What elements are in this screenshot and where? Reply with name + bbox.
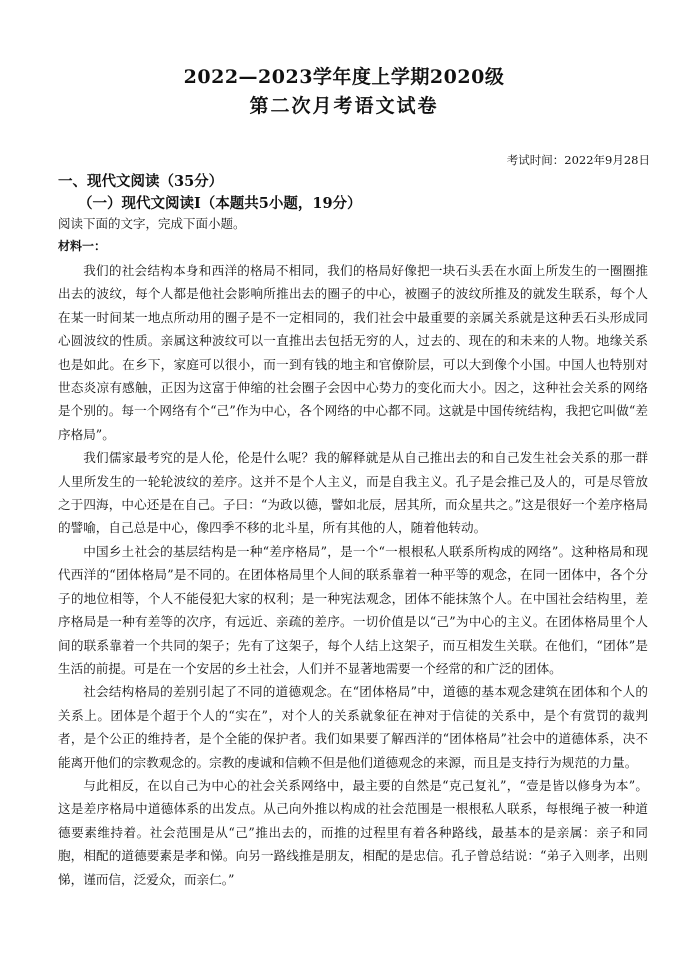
- paragraph: 与此相反，在以自己为中心的社会关系网络中，最主要的自然是“克己复礼”，“壹是皆以修身为本”。这是差序格局中道德体系的出发点。从己向外推以构成的社会范围是一根根私人联系，每根绳子被一种道德要素维持着。社会范围是从“己”推出去的，而推的过程里有着各种路线，最基本的是亲属：亲子和同胞，相配的道德要素是孝和悌。向另一路线推是朋友，相配的是忠信。孔子曾总结说：“弟子入则孝，出则悌，谨而信，泛爱众，而亲仁。”: [58, 777, 648, 887]
- subsection-heading: （一）现代文阅读I（本题共5小题，19分）: [78, 195, 362, 212]
- material-label: 材料一：: [58, 239, 107, 253]
- material-text: [58, 259, 648, 891]
- exam-time: 考试时间：2022年9月28日: [506, 153, 650, 167]
- exam-subtitle: 第二次月考语文试卷: [249, 95, 439, 117]
- paragraph: 我们儒家最考究的是人伦，伦是什么呢？我的解释就是从自己推出去的和自己发生社会关系的那一群人里所发生的一轮轮波纹的差序。这并不是个人主义，而是自我主义。孔子是会推己及人的，可是尽管放之于四海，中心还是在自己。子曰：“为政以德，譬如北辰，居其所，而众星共之。”这是很好一个差序格局的譬喻，自己总是中心，像四季不移的北斗星，所有其他的人，随着他转动。: [58, 450, 648, 536]
- section-heading: 一、现代文阅读（35分）: [58, 173, 224, 190]
- exam-title: 2022—2023学年度上学期2020级: [183, 66, 505, 88]
- paragraph: 社会结构格局的差别引起了不同的道德观念。在“团体格局”中，道德的基本观念建筑在团体和个人的关系上。团体是个超于个人的“实在”，对个人的关系就象征在神对于信徒的关系中，是个有赏罚的裁判者，是个公正的维持者，是个全能的保护者。我们如果要了解西洋的“团体格局”社会中的道德体系，决不能离开他们的宗教观念的。宗教的虔诚和信赖不但是他们道德观念的来源，而且是支持行为规范的力量。: [58, 684, 648, 770]
- reading-instruction: 阅读下面的文字，完成下面小题。: [58, 216, 246, 231]
- paragraph: 我们的社会结构本身和西洋的格局不相同，我们的格局好像把一块石头丢在水面上所发生的一圈圈推出去的波纹，每个人都是他社会影响所推出去的圈子的中心，被圈子的波纹所推及的就发生联系，每个人在某一时间某一地点所动用的圈子是不一定相同的，我们社会中最重要的亲属关系就是这种丢石头形成同心圆波纹的性质。亲属这种波纹可以一直推出去包括无穷的人，过去的、现在的和未来的人物。地缘关系也是如此。在乡下，家庭可以很小，而一到有钱的地主和官僚阶层，可以大到像个小国。中国人也特别对世态炎凉有感触，正因为这富于伸缩的社会圈子会因中心势力的变化而大小。因之，这种社会关系的网络是个别的。每一个网络有个“己”作为中心，各个网络的中心都不同。这就是中国传统结构，我把它叫做“差序格局”。: [58, 263, 648, 442]
- paragraph: 中国乡土社会的基层结构是一种“差序格局”，是一个“一根根私人联系所构成的网络”。这种格局和现代西洋的“团体格局”是不同的。在团体格局里个人间的联系靠着一种平等的观念，在同一团体中，各个分子的地位相等，个人不能侵犯大家的权利；是一种宪法观念，团体不能抹煞个人。在中国社会结构里，差序格局是一种有差等的次序，有远近、亲疏的差序。一切价值是以“己”为中心的主义。在团体格局里个人间的联系靠着一个共同的架子；先有了这架子，每个人结上这架子，而互相发生关联。在他们，“团体”是生活的前提。可是在一个安居的乡土社会，人们并不显著地需要一个经常的和广泛的团体。: [58, 543, 648, 676]
